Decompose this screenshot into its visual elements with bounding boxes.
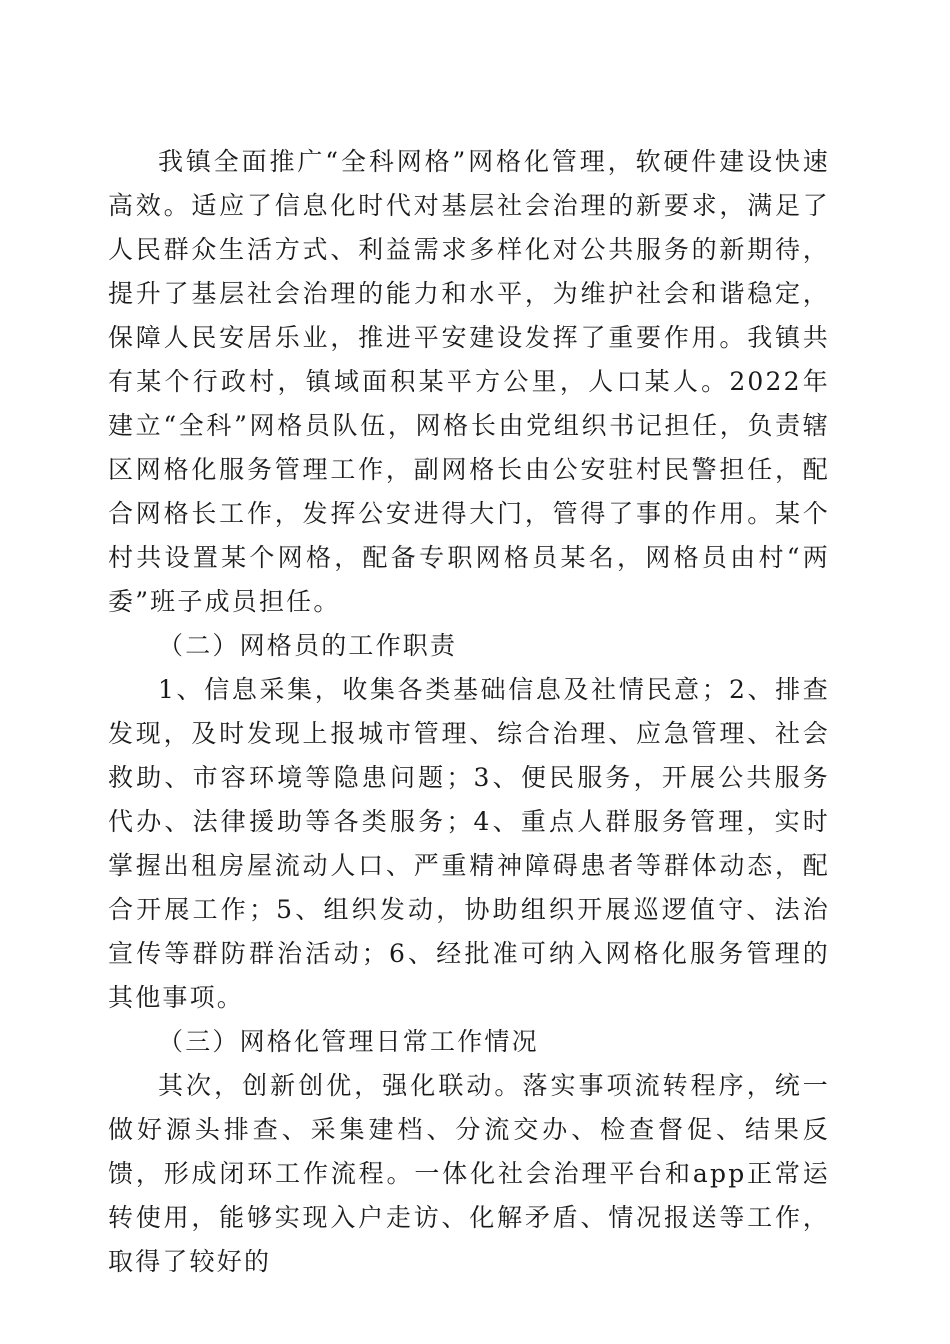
section-heading-duties: （二）网格员的工作职责 xyxy=(158,631,458,660)
section-heading-daily-work: （三）网格化管理日常工作情况 xyxy=(158,1027,539,1056)
paragraph-duties: 1、信息采集，收集各类基础信息及社情民意；2、排查发现，及时发现上报城市管理、综合治理、应急管理、社会救助、市容环境等隐患问题；3、便民服务，开展公共服务代办、法律援助等各类服务；4、重点人群服务管理，实时掌握出租房屋流动人口、严重精神障碍患者等群体动态，配合开展工作；5、组织发动，协助组织开展巡逻值守、法治宣传等群防群治活动；6、经批准可纳入网格化服务管理的其他事项。 xyxy=(108,675,830,1012)
document-body xyxy=(108,140,830,1284)
paragraph-overview: 我镇全面推广“全科网格”网格化管理，软硬件建设快速高效。适应了信息化时代对基层社会治理的新要求，满足了人民群众生活方式、利益需求多样化对公共服务的新期待，提升了基层社会治理的能力和水平，为维护社会和谐稳定，保障人民安居乐业，推进平安建设发挥了重要作用。我镇共有某个行政村，镇域面积某平方公里，人口某人。2022年建立“全科”网格员队伍，网格长由党组织书记担任，负责辖区网格化服务管理工作，副网格长由公安驻村民警担任，配合网格长工作，发挥公安进得大门，管得了事的作用。某个村共设置某个网格，配备专职网格员某名，网格员由村“两委”班子成员担任。 xyxy=(108,147,830,616)
paragraph-daily-work: 其次，创新创优，强化联动。落实事项流转程序，统一做好源头排查、采集建档、分流交办、检查督促、结果反馈，形成闭环工作流程。一体化社会治理平台和app正常运转使用，能够实现入户走访、化解矛盾、情况报送等工作，取得了较好的 xyxy=(108,1071,830,1276)
